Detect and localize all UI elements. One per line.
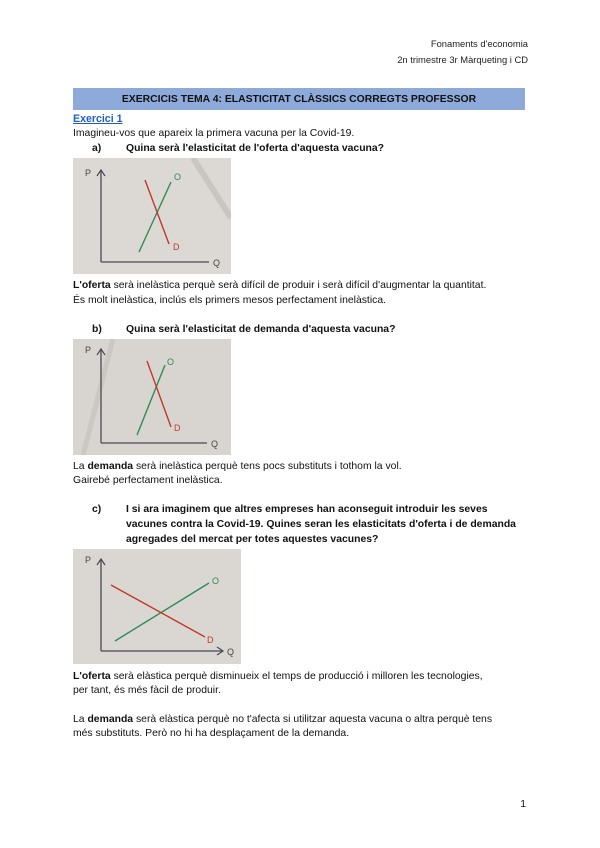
- answer-c-demand-text-2: més substituts. Però no hi ha desplaçament de la demanda.: [73, 728, 350, 739]
- supply-label-b: O: [167, 357, 175, 367]
- demand-label-c: D: [207, 635, 214, 645]
- question-a: [92, 141, 532, 157]
- demand-label-b: D: [174, 423, 181, 433]
- question-a-label: a): [92, 143, 102, 154]
- intro-text: Imagineu-vos que apareix la primera vacuna per la Covid-19.: [73, 128, 355, 139]
- question-c-text-2: vacunes contra la Covid-19. Quines seran les elasticitats d'oferta i de demanda: [126, 519, 516, 530]
- supply-demand-graph-a: [73, 158, 231, 274]
- answer-b-line-2: [73, 474, 223, 488]
- header-course: Fonaments d'economia: [430, 38, 528, 49]
- graph-photo-b: [73, 339, 231, 455]
- supply-label-a: O: [174, 172, 182, 182]
- question-c-text-1: I si ara imaginem que altres empreses han aconseguit introduir les seves: [126, 504, 488, 515]
- answer-a-line-1: [73, 279, 486, 293]
- answer-b-bold: demanda: [87, 461, 134, 472]
- exercise-heading-link[interactable]: Exercici 1: [73, 113, 123, 125]
- question-b: [92, 322, 532, 338]
- graph-photo-a: [73, 158, 231, 274]
- question-b-label: b): [92, 324, 102, 335]
- demand-label-a: D: [173, 242, 180, 252]
- answer-c-text-2: per tant, és més fàcil de produir.: [73, 685, 221, 696]
- answer-c-bold: L'oferta: [73, 671, 111, 682]
- answer-b-text-1: serà inelàstica perquè tens pocs substituts i tothom la vol.: [133, 461, 402, 472]
- x-axis-label-a: Q: [213, 258, 221, 268]
- answer-c-demand-text-1: serà elàstica perquè no t'afecta si utilitzar aquesta vacuna o altra perquè tens: [133, 714, 493, 725]
- answer-b-line-1: [73, 460, 402, 474]
- answer-a-text-1: serà inelàstica perquè serà difícil de produir i serà difícil d'augmentar la quantitat.: [110, 280, 487, 291]
- answer-a-text-2: És molt inelàstica, inclús els primers mesos perfectament inelàstica.: [73, 295, 386, 306]
- x-axis-label-c: Q: [227, 647, 235, 657]
- question-c-text-3: agregades del mercat per totes aquestes vacunes?: [126, 534, 379, 545]
- x-axis-label-b: Q: [211, 439, 219, 449]
- answer-b-prefix: La: [73, 461, 88, 472]
- answer-c-demand-bold: demanda: [87, 714, 134, 725]
- supply-label-c: O: [212, 576, 220, 586]
- question-c: [92, 502, 532, 548]
- question-c-label: c): [92, 504, 102, 515]
- supply-demand-graph-b: [73, 339, 231, 455]
- answer-b-text-2: Gairebé perfectament inelàstica.: [73, 475, 223, 486]
- document-header: [397, 36, 528, 68]
- page-title: EXERCICIS TEMA 4: ELASTICITAT CLÀSSICS CORREGTS PROFESSOR: [73, 88, 525, 110]
- answer-a-bold: L'oferta: [73, 280, 111, 291]
- y-axis-label-c: P: [85, 555, 92, 565]
- question-a-text: Quina serà l'elasticitat de l'oferta d'aquesta vacuna?: [126, 143, 385, 154]
- graph-photo-c: [73, 549, 241, 664]
- answer-c-demand-line-1: [73, 713, 492, 727]
- header-term: 2n trimestre 3r Màrqueting i CD: [397, 54, 528, 65]
- answer-c-demand-line-2: [73, 727, 349, 741]
- answer-c-line-1: [73, 670, 483, 684]
- answer-c-text-1: serà elàstica perquè disminueix el temps de producció i milloren les tecnologies,: [110, 671, 483, 682]
- question-b-text: Quina serà l'elasticitat de demanda d'aquesta vacuna?: [126, 324, 396, 335]
- y-axis-label-a: P: [85, 168, 92, 178]
- answer-a-line-2: [73, 294, 386, 308]
- y-axis-label-b: P: [85, 345, 92, 355]
- answer-c-demand-prefix: La: [73, 714, 88, 725]
- supply-demand-graph-c: [73, 549, 241, 664]
- answer-c-line-2: [73, 684, 221, 698]
- page-number: 1: [520, 799, 526, 810]
